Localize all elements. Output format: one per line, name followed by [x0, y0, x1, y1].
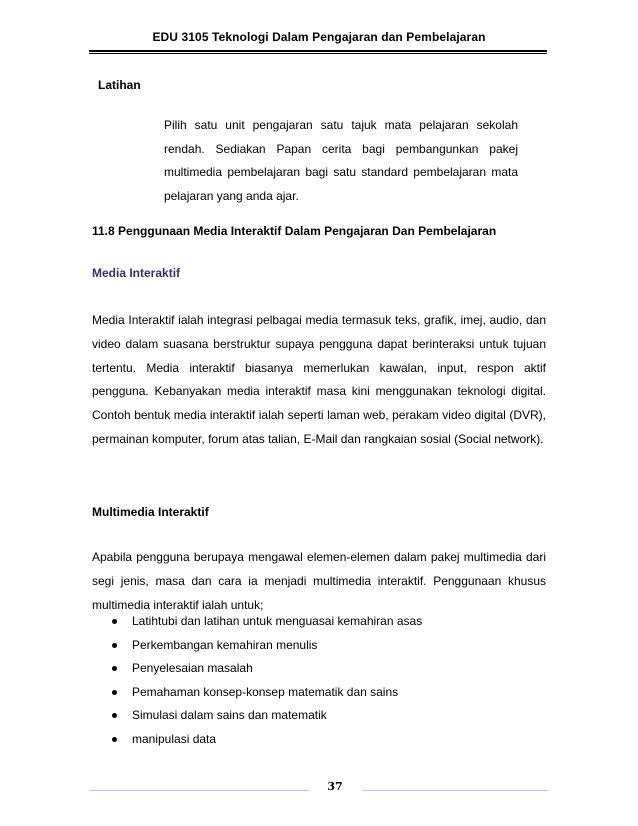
exercise-text: Pilih satu unit pengajaran satu tajuk mata pelajaran sekolah rendah. Sediakan Papan cerita bagi pembangunkan pakej multimedia pembelajaran bagi satu standard pembelajaran mata pelajaran yang anda ajar. [164, 118, 518, 204]
bullet-icon [112, 666, 117, 671]
list-item [112, 704, 422, 728]
bullet-icon [112, 643, 117, 648]
multimedia-interaktif-paragraph: Apabila pengguna berupaya mengawal elemen-elemen dalam pakej multimedia dari segi jenis, masa dan cara ia menjadi multimedia interaktif. Penggunaan khusus multimedia interaktif ialah untuk; [92, 550, 546, 612]
list-item-text: Penyelesaian masalah [132, 661, 253, 675]
list-item-text: Pemahaman konsep-konsep matematik dan sains [132, 684, 399, 699]
section-heading: 11.8 Penggunaan Media Interaktif Dalam Pengajaran Dan Pembelajaran [92, 224, 497, 238]
list-item [112, 681, 422, 705]
page-number: 37 [327, 780, 343, 793]
bullet-icon [112, 713, 117, 718]
list-item [112, 634, 422, 658]
header-divider [89, 50, 547, 54]
footer-rule-left [89, 790, 309, 791]
list-item-text: manipulasi data [132, 731, 217, 746]
usage-list [112, 610, 422, 751]
multimedia-interaktif-heading: Multimedia Interaktif [92, 505, 209, 519]
bullet-icon [112, 619, 117, 624]
bullet-icon [112, 690, 117, 695]
media-interaktif-heading: Media Interaktif [92, 266, 181, 280]
list-item-text: Simulasi dalam sains dan matematik [132, 708, 327, 722]
footer-rule-right [362, 790, 548, 791]
list-item-text: Perkembangan kemahiran menulis [132, 637, 318, 652]
media-interaktif-paragraph: Media Interaktif ialah integrasi pelbagai media termasuk teks, grafik, imej, audio, dan video dalam suasana berstruktur supaya pengguna dapat berinteraksi untuk tujuan tertentu. Media interaktif biasanya memerlukan kawalan, input, respon aktif pengguna. Kebanyakan media interaktif masa kini menggunakan teknologi digital. Contoh bentuk media interaktif ialah seperti laman web, perakam video digital (DVR), permainan komputer, forum atas talian, E-Mail dan rangkaian sosial (Social network). [92, 313, 546, 446]
page-header-title: EDU 3105 Teknologi Dalam Pengajaran dan Pembelajaran [152, 30, 486, 44]
list-item [112, 610, 422, 634]
list-item [112, 728, 422, 752]
list-item-text: Latihtubi dan latihan untuk menguasai kemahiran asas [132, 614, 423, 628]
list-item [112, 657, 422, 681]
bullet-icon [112, 737, 117, 742]
exercise-title: Latihan [98, 78, 141, 92]
